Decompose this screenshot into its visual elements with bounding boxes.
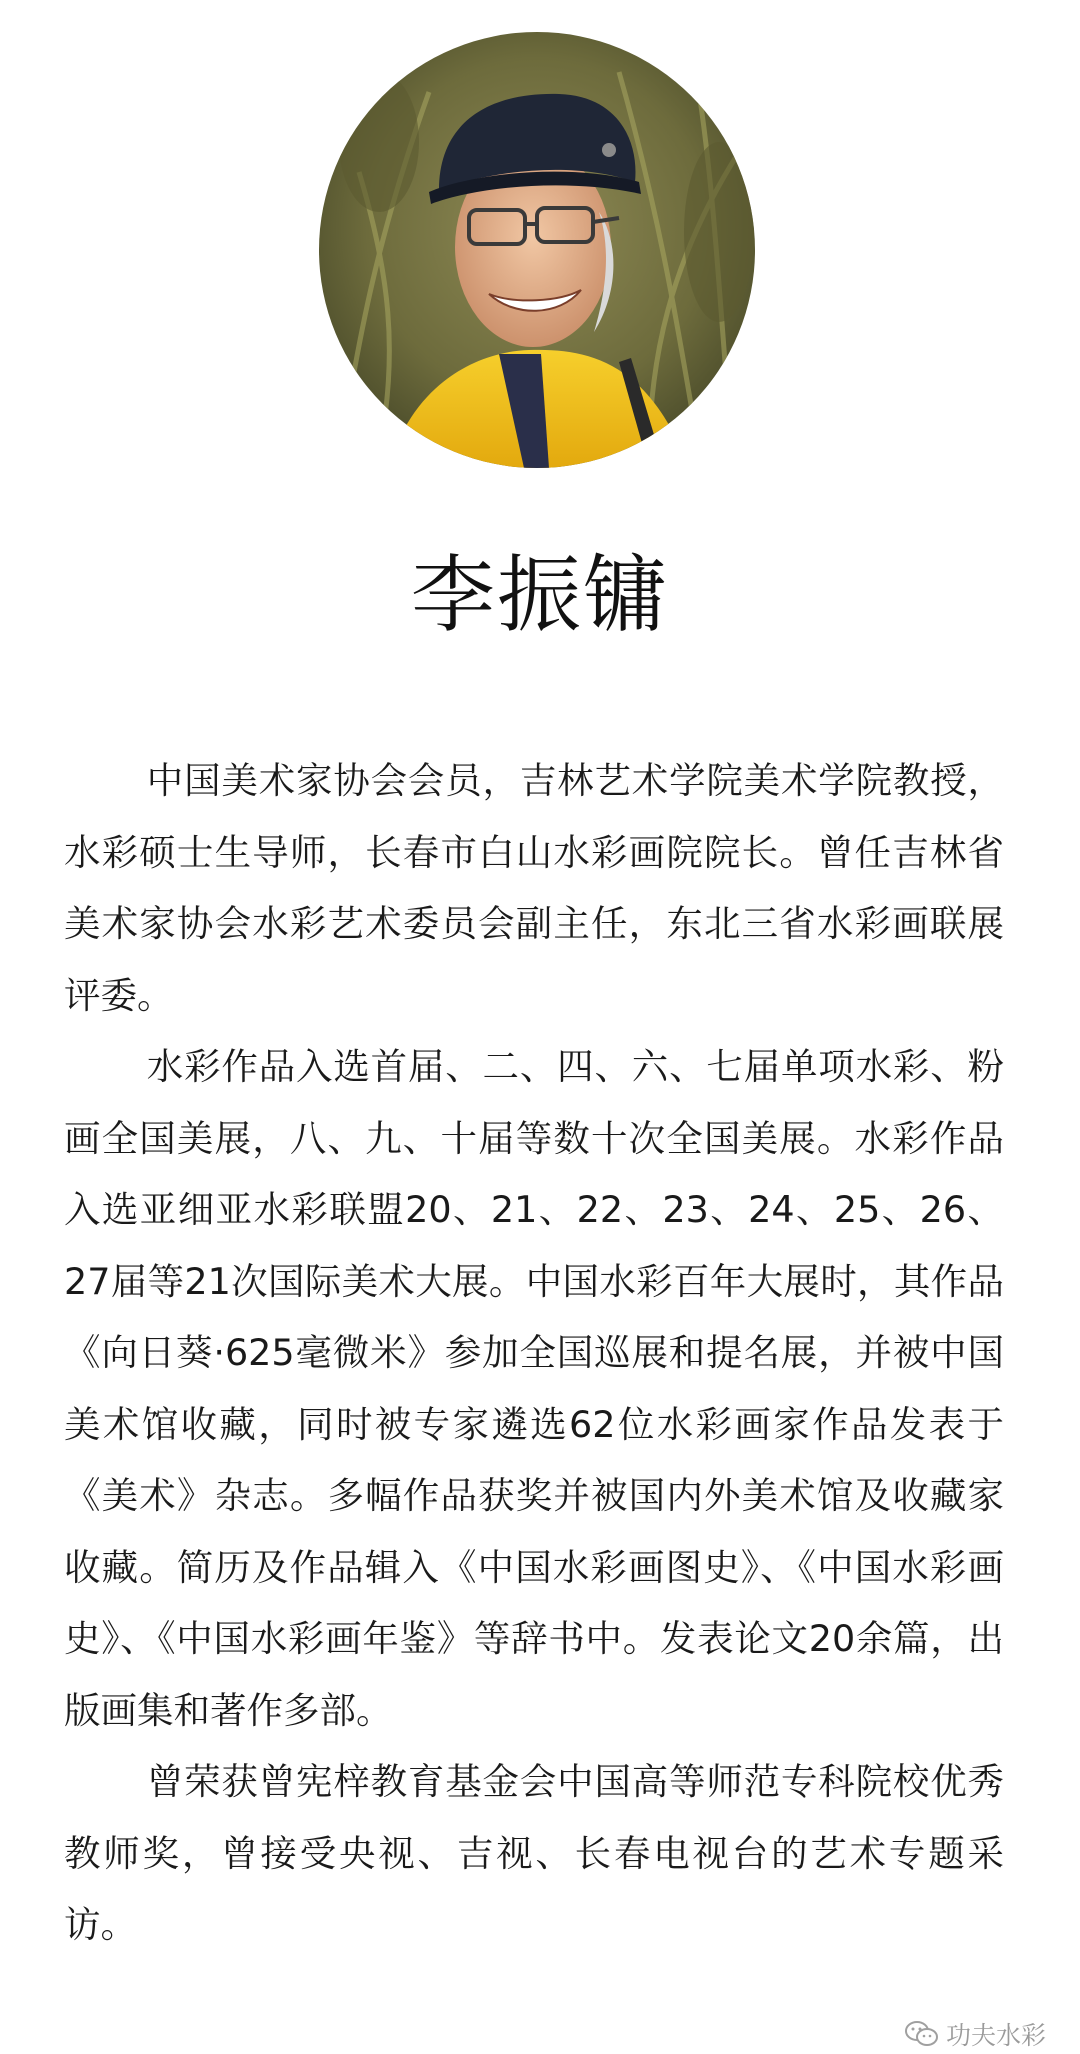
bio-paragraph-text: 水彩作品入选首届、二、四、六、七届单项水彩、粉画全国美展，八、九、十届等数十次全国美展。水彩作品入选亚细亚水彩联盟20、21、22、23、24、25、26、27届等21次国际美术大展。中国水彩百年大展时，其作品《向日葵·625毫微米》参加全国巡展和提名展，并被中国美术馆收藏，同时被专家遴选62位水彩画家作品发表于《美术》杂志。多幅作品获奖并被国内外美术馆及收藏家收藏。简历及作品辑入《中国水彩画图史》、《中国水彩画史》、《中国水彩画年鉴》等辞书中。发表论文20余篇，出版画集和著作多部。 [64, 1045, 1004, 1732]
watermark-text: 功夫水彩 [945, 2021, 1046, 2050]
portrait-illustration [319, 32, 755, 468]
bio-paragraph-text: 曾荣获曾宪梓教育基金会中国高等师范专科院校优秀教师奖，曾接受央视、吉视、长春电视台的艺术专题采访。 [64, 1760, 1004, 1946]
wechat-icon [904, 2020, 940, 2048]
biography [64, 745, 1004, 1961]
bio-paragraph [64, 745, 1004, 1031]
bio-paragraph [64, 1746, 1004, 1961]
bio-paragraph-text: 中国美术家协会会员，吉林艺术学院美术学院教授，水彩硕士生导师，长春市白山水彩画院院长。曾任吉林省美术家协会水彩艺术委员会副主任，东北三省水彩画联展评委。 [64, 759, 1004, 1017]
bio-paragraph [64, 1031, 1004, 1746]
portrait-photo [319, 32, 755, 468]
artist-name: 李振镛 [410, 546, 669, 644]
watermark [904, 2018, 1046, 2050]
